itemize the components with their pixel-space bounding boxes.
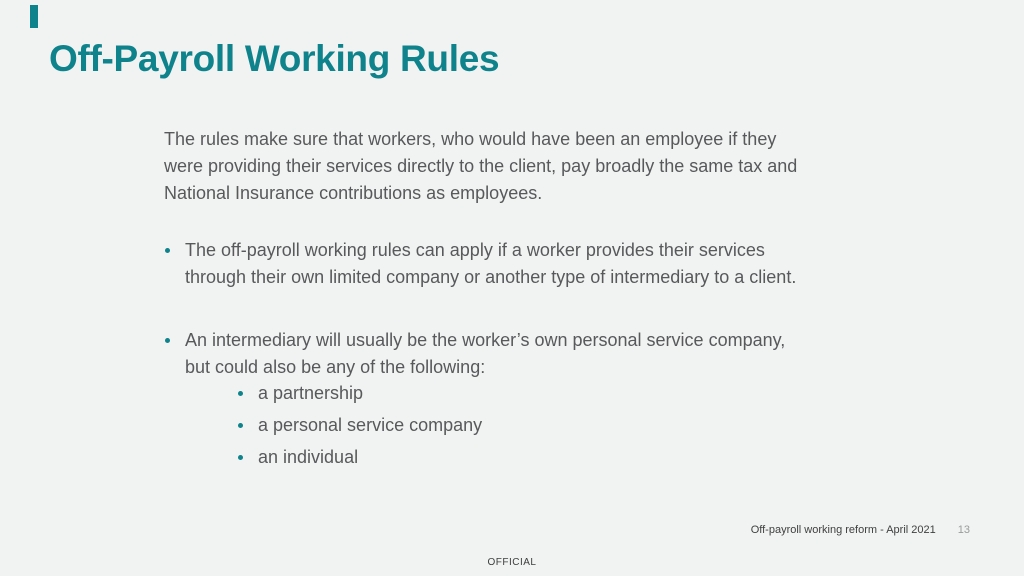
sub-bullet-item xyxy=(237,412,482,439)
sub-bullet-item xyxy=(237,444,358,471)
bullet-item xyxy=(164,237,796,291)
bullet-line: through their own limited company or another type of intermediary to a client. xyxy=(185,267,797,287)
bullet-icon xyxy=(165,248,170,253)
sub-bullet-label: a partnership xyxy=(258,383,364,403)
sub-bullet-item xyxy=(237,380,363,407)
bullet-line: An intermediary will usually be the worker’s own personal service company, xyxy=(185,330,786,350)
intro-line: were providing their services directly to the client, pay broadly the same tax and xyxy=(164,156,798,176)
bullet-line: The off-payroll working rules can apply if a worker provides their services xyxy=(185,240,765,260)
page-number: 13 xyxy=(957,524,970,536)
slide-footer xyxy=(751,524,970,536)
sub-bullet-label: an individual xyxy=(258,447,359,467)
bullet-icon xyxy=(238,455,243,460)
bullet-icon xyxy=(165,338,170,343)
page-title: Off-Payroll Working Rules xyxy=(49,38,500,79)
bullet-icon xyxy=(238,391,243,396)
intro-line: National Insurance contributions as employees. xyxy=(164,183,543,203)
sub-bullet-label: a personal service company xyxy=(258,415,483,435)
footer-label: Off-payroll working reform - April 2021 xyxy=(750,524,936,536)
bullet-icon xyxy=(238,423,243,428)
classification-label: OFFICIAL xyxy=(487,557,537,568)
bullet-text xyxy=(185,327,785,381)
accent-bar xyxy=(30,5,38,28)
bullet-text xyxy=(185,237,796,291)
slide-body xyxy=(164,0,884,576)
bullet-line: but could also be any of the following: xyxy=(185,357,486,377)
bullet-item xyxy=(164,327,785,381)
intro-line: The rules make sure that workers, who would have been an employee if they xyxy=(164,129,777,149)
intro-paragraph xyxy=(164,126,797,207)
